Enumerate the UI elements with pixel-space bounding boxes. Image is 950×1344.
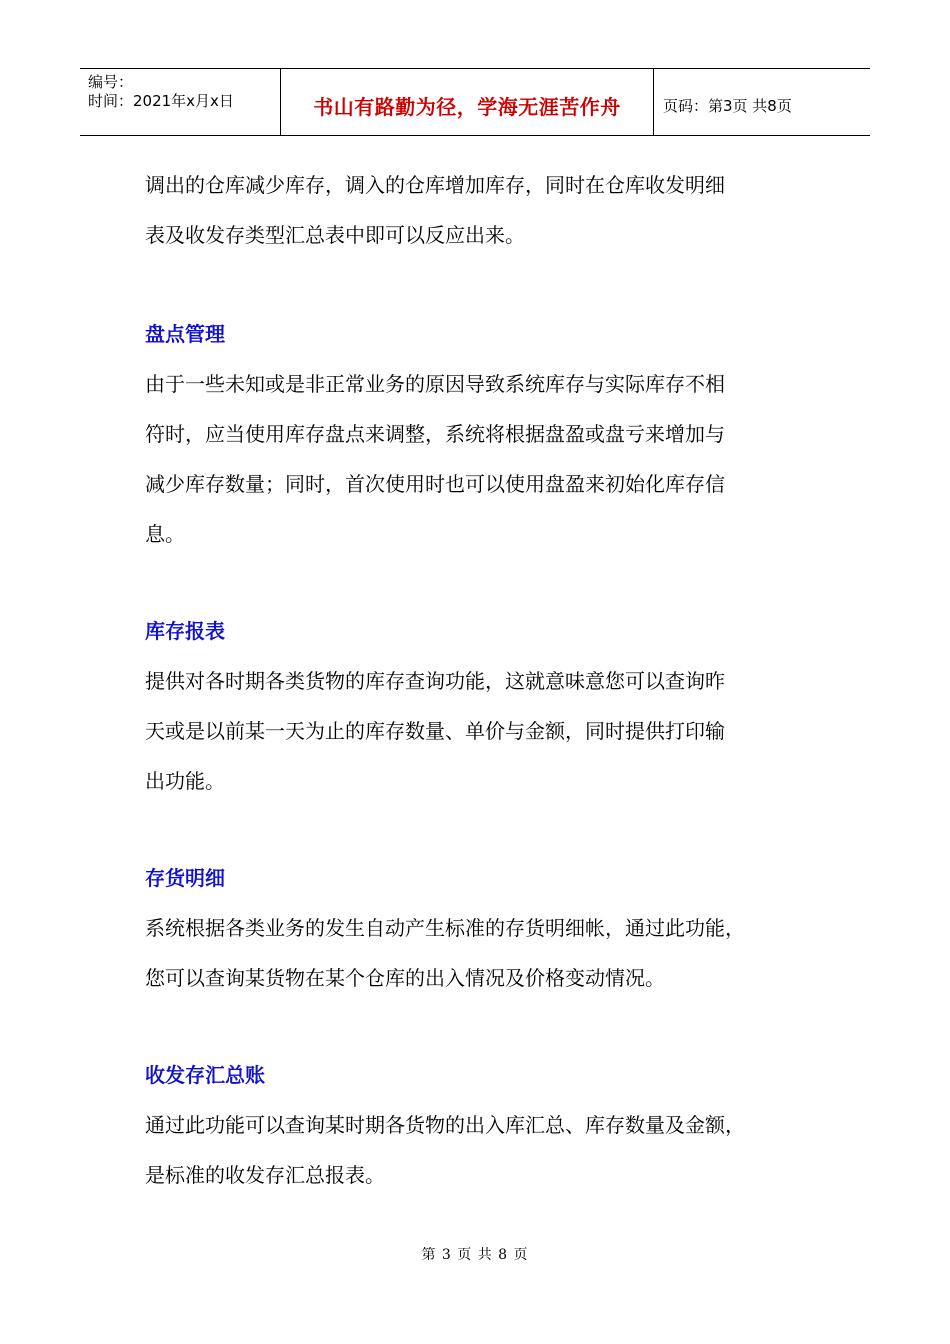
- section-heading-inventory-report: 库存报表: [145, 619, 225, 643]
- intro-line: 表及收发存类型汇总表中即可以反应出来。: [145, 223, 525, 247]
- section-line: 您可以查询某货物在某个仓库的出入情况及价格变动情况。: [145, 966, 665, 990]
- header-meta: [80, 69, 281, 135]
- section-line: 提供对各时期各类货物的库存查询功能，这就意味意您可以查询昨: [145, 669, 725, 693]
- section-line: 减少库存数量；同时，首次使用时也可以使用盘盈来初始化库存信: [145, 472, 725, 496]
- header-motto: 书山有路勤为径，学海无涯苦作舟: [313, 94, 621, 119]
- header-motto-cell: [281, 69, 654, 135]
- section-line: 符时，应当使用库存盘点来调整，系统将根据盘盈或盘亏来增加与: [145, 422, 725, 446]
- page-header: [80, 68, 870, 136]
- section-line: 天或是以前某一天为止的库存数量、单价与金额，同时提供打印输: [145, 719, 725, 743]
- page-footer: 第 3 页 共 8 页: [421, 1247, 529, 1263]
- section-heading-stock-detail: 存货明细: [145, 866, 225, 890]
- document-time-label: 时间：2021年x月x日: [88, 92, 234, 110]
- section-line: 系统根据各类业务的发生自动产生标准的存货明细帐，通过此功能，: [145, 916, 745, 940]
- section-line: 出功能。: [145, 769, 225, 793]
- section-heading-summary-ledger: 收发存汇总账: [145, 1063, 265, 1087]
- intro-line: 调出的仓库减少库存，调入的仓库增加库存，同时在仓库收发明细: [145, 173, 725, 197]
- section-line: 通过此功能可以查询某时期各货物的出入库汇总、库存数量及金额，: [145, 1113, 745, 1137]
- section-line: 息。: [145, 522, 185, 546]
- section-heading-inventory-check: 盘点管理: [145, 322, 225, 346]
- document-body: [145, 160, 815, 1200]
- header-page-info: 页码：第3页 共8页: [663, 96, 792, 115]
- document-number-label: 编号：: [88, 73, 134, 91]
- section-line: 是标准的收发存汇总报表。: [145, 1163, 385, 1187]
- section-line: 由于一些未知或是非正常业务的原因导致系统库存与实际库存不相: [145, 372, 725, 396]
